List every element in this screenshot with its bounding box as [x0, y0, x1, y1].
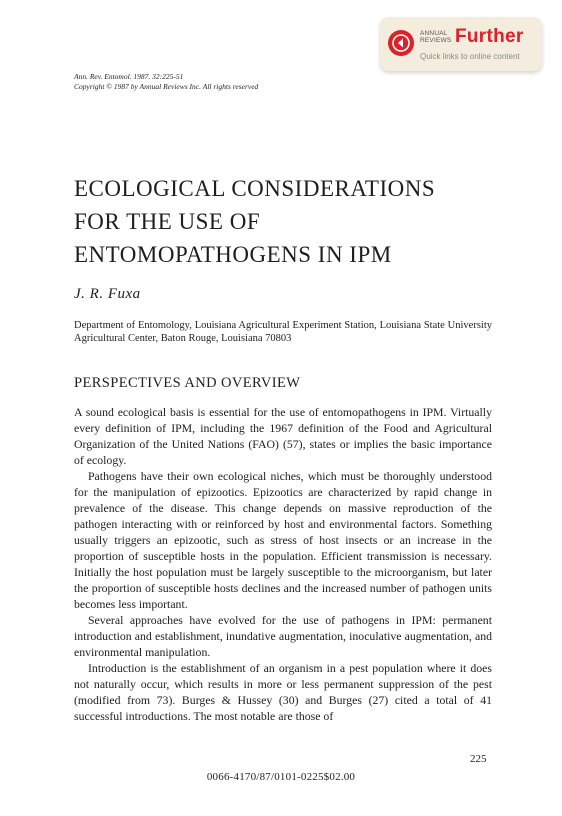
quick-links-text: Quick links to online content	[420, 52, 520, 61]
article-title	[74, 172, 494, 271]
paragraph-3: Several approaches have evolved for the use of pathogens in IPM: permanent introduction and establishment, inundative augmentation, inoculative augmentation, and environmental manipulation.	[74, 613, 492, 659]
author-name: J. R. Fuxa	[74, 286, 141, 302]
paragraph-1: A sound ecological basis is essential for the use of entomopathogens in IPM. Virtually every definition of IPM, including the 1967 definition of the Food and Agricultural Organization of the United Nations (FAO) (57), states or implies the basic importance of ecology.	[74, 405, 492, 467]
annual-reviews-further-banner[interactable]	[380, 17, 542, 71]
title-line-2: FOR THE USE OF	[74, 209, 261, 234]
footer-code: 0066-4170/87/0101-0225$02.00	[206, 771, 356, 783]
paragraph-4: Introduction is the establishment of an organism in a pest population where it does not naturally occur, which results in more or less permanent suppression of the pest (modified from 73). Burges & Hussey (30) and Burges (27) cited a total of 41 successful introductions. The most notable are those of	[74, 661, 492, 723]
further-label: Further	[455, 26, 524, 47]
citation-line-1: Ann. Rev. Entomol. 1987. 32:225-51	[74, 72, 184, 81]
title-line-1: ECOLOGICAL CONSIDERATIONS	[74, 176, 436, 201]
section-heading: PERSPECTIVES AND OVERVIEW	[74, 375, 301, 391]
title-line-3: ENTOMOPATHOGENS IN IPM	[74, 242, 392, 267]
play-arrow-icon	[388, 30, 414, 56]
paragraph-2: Pathogens have their own ecological niches, which must be thoroughly understood for the manipulation of epizootics. Epizootics are characterized by rapid change in prevalence of the disease. This change depends on massive reproduction of the pathogen interacting with or reinforced by host and environmental factors. Something usually triggers an epizootic, such as stress of host insects or an increase in the proportion of susceptible hosts in the population. Efficient transmission is necessary. Initially the host population must be largely susceptible to the microorganism, but later the proportion of susceptible hosts declines and the increased number of pathogen units becomes less important.	[74, 469, 492, 611]
citation-line-2: Copyright © 1987 by Annual Reviews Inc. All rights reserved	[74, 82, 259, 91]
annual-reviews-label: ANNUAL REVIEWS	[420, 30, 452, 44]
citation	[74, 72, 258, 92]
author-affiliation: Department of Entomology, Louisiana Agricultural Experiment Station, Louisiana State University Agricultural Center, Baton Rouge, Louisiana 70803	[74, 320, 492, 344]
page-number: 225	[470, 753, 487, 765]
body-text	[74, 404, 492, 724]
